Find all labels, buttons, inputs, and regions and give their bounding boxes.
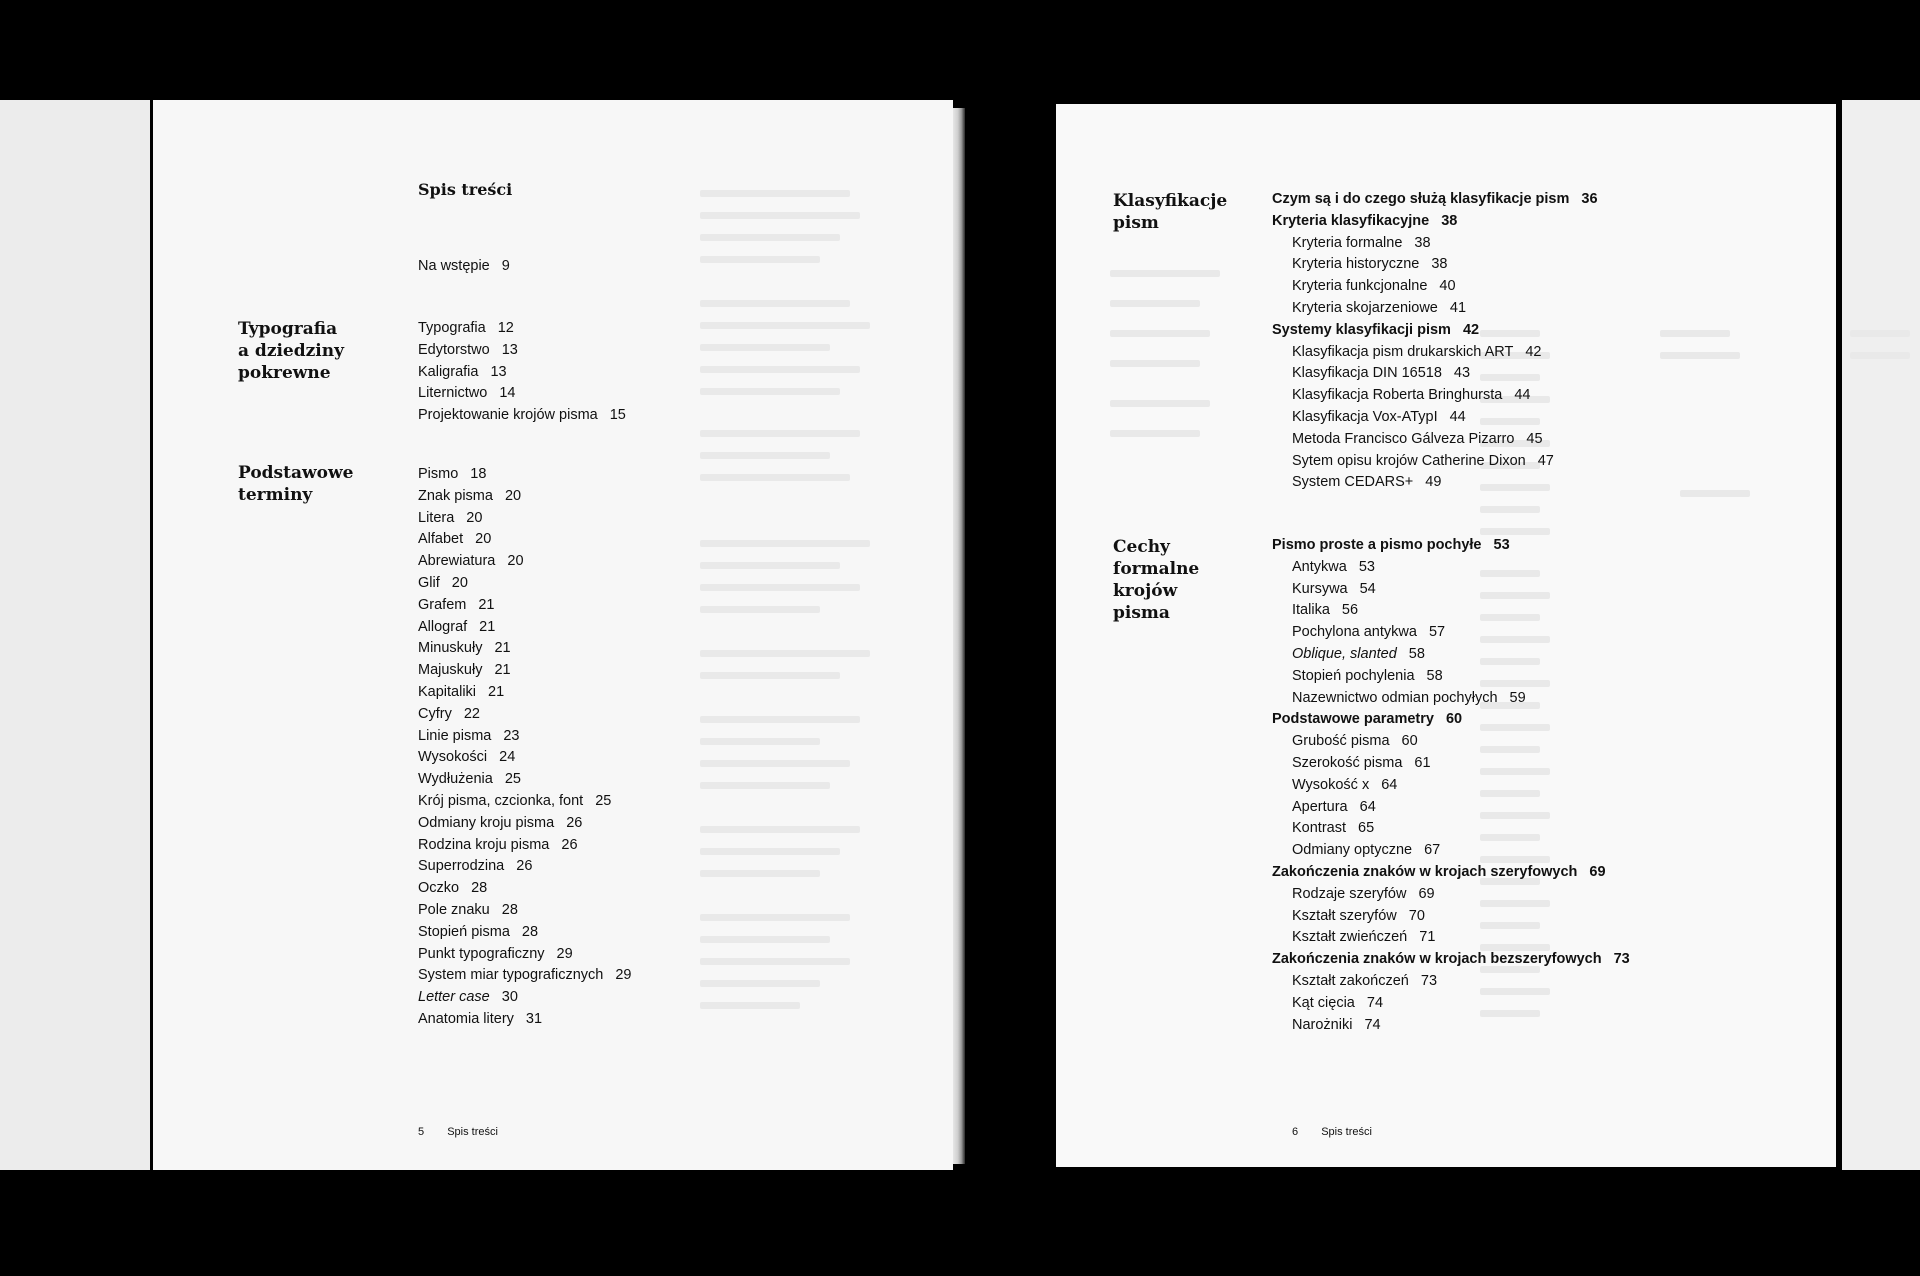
show-through-line — [1480, 506, 1540, 513]
entry-page: 38 — [1431, 256, 1448, 273]
toc-entry[interactable] — [1272, 451, 1598, 473]
entry-page: 73 — [1420, 972, 1438, 989]
toc-entry[interactable] — [418, 660, 631, 682]
entry-label: Kaligrafia — [418, 363, 479, 380]
book-spine-gutter — [953, 108, 965, 1164]
toc-entry[interactable] — [418, 856, 631, 878]
toc-entry[interactable] — [1272, 666, 1630, 688]
page-number: 6 — [1292, 1126, 1299, 1138]
entry-page: 73 — [1613, 951, 1630, 968]
entry-page: 49 — [1425, 474, 1442, 491]
toc-entry[interactable] — [1272, 429, 1598, 451]
toc-entry[interactable] — [1272, 709, 1630, 731]
entry-label: Pole znaku — [418, 901, 490, 918]
toc-entry[interactable] — [418, 362, 626, 384]
show-through-line — [700, 936, 830, 943]
entry-label: Liternictwo — [418, 385, 488, 402]
toc-entry[interactable] — [418, 747, 631, 769]
show-through-line — [700, 958, 850, 965]
entry-page: 56 — [1341, 602, 1359, 619]
toc-list-typografia — [418, 318, 626, 427]
entry-page: 20 — [451, 574, 468, 591]
toc-entry[interactable] — [1272, 342, 1598, 364]
entry-page: 29 — [556, 945, 573, 962]
entry-page: 13 — [501, 341, 518, 358]
entry-page: 25 — [595, 792, 612, 809]
entry-label: Kursywa — [1292, 580, 1348, 597]
entry-page: 21 — [488, 683, 505, 700]
next-page-edge — [1842, 100, 1920, 1170]
toc-entry[interactable] — [1272, 189, 1598, 211]
entry-page: 28 — [501, 901, 518, 918]
entry-page: 22 — [463, 705, 480, 722]
entry-page: 74 — [1364, 1016, 1381, 1033]
entry-label: Oblique, slanted — [1292, 645, 1397, 662]
entry-page: 26 — [561, 836, 578, 853]
entry-page: 21 — [479, 618, 496, 635]
entry-label: Pismo — [418, 466, 459, 482]
entry-page: 20 — [504, 487, 522, 504]
entry-page: 38 — [1414, 234, 1431, 251]
toc-title: Spis treści — [418, 180, 513, 199]
entry-page: 58 — [1426, 667, 1443, 684]
show-through-line — [1110, 430, 1200, 437]
entry-page: 67 — [1424, 842, 1441, 859]
toc-entry[interactable] — [418, 726, 631, 748]
entry-label: Metoda Francisco Gálveza Pizarro — [1292, 430, 1515, 447]
show-through-line — [1660, 330, 1730, 337]
entry-page: 29 — [615, 967, 632, 984]
show-through-line — [700, 980, 820, 987]
entry-label: Stopień pisma — [418, 923, 510, 940]
show-through-line — [700, 716, 860, 723]
toc-entry[interactable] — [418, 486, 631, 508]
entry-page: 47 — [1537, 452, 1554, 469]
entry-page: 30 — [501, 989, 518, 1006]
entry-label: Odmiany kroju pisma — [418, 814, 555, 831]
entry-label: System CEDARS+ — [1292, 474, 1414, 491]
entry-page: 70 — [1408, 907, 1425, 924]
entry-page: 43 — [1453, 365, 1471, 382]
page-footer-left — [418, 1126, 498, 1138]
entry-page: 20 — [475, 531, 492, 548]
toc-entry[interactable] — [418, 769, 631, 791]
entry-label: Typografia — [418, 320, 486, 336]
toc-entry[interactable] — [418, 987, 631, 1009]
show-through-line — [700, 234, 840, 241]
entry-page: 18 — [470, 466, 487, 482]
previous-page-edge — [0, 100, 150, 1170]
toc-entry[interactable] — [1272, 233, 1598, 255]
entry-label: Klasyfikacja Roberta Bringhursta — [1292, 387, 1503, 404]
entry-label: Klasyfikacja Vox-ATypI — [1292, 408, 1438, 425]
entry-label: Krój pisma, czcionka, font — [418, 792, 584, 809]
show-through-line — [700, 738, 820, 745]
show-through-line — [700, 826, 860, 833]
entry-page: 44 — [1514, 387, 1531, 404]
toc-entry[interactable] — [1272, 579, 1630, 601]
toc-entry[interactable] — [1272, 688, 1630, 710]
entry-label: Nazewnictwo odmian pochyłych — [1292, 689, 1498, 706]
toc-entry[interactable] — [418, 704, 631, 726]
toc-entry[interactable] — [418, 965, 631, 987]
entry-page: 20 — [507, 553, 524, 570]
show-through-line — [700, 344, 830, 351]
entry-page: 23 — [503, 727, 520, 744]
toc-entry[interactable] — [1272, 254, 1598, 276]
toc-entry[interactable] — [418, 1009, 631, 1031]
show-through-line — [700, 452, 830, 459]
entry-page: 54 — [1359, 580, 1376, 597]
toc-entry[interactable] — [418, 551, 631, 573]
section-heading-klasyfikacje: Klasyfikacje pism — [1113, 191, 1228, 233]
entry-label: Wysokość x — [1292, 776, 1370, 793]
entry-label: Italika — [1292, 602, 1330, 619]
entry-label: Grubość pisma — [1292, 733, 1390, 750]
toc-list-cechy-formalne — [1272, 535, 1630, 1036]
toc-entry[interactable] — [1272, 644, 1630, 666]
entry-label: Podstawowe parametry — [1272, 711, 1434, 728]
entry-page: 64 — [1359, 798, 1376, 815]
entry-label: Kryteria klasyfikacyjne — [1272, 212, 1430, 229]
show-through-line — [1110, 400, 1210, 407]
entry-page: 71 — [1419, 929, 1436, 946]
entry-label: Letter case — [418, 989, 490, 1006]
entry-page: 41 — [1449, 299, 1467, 316]
entry-page: 45 — [1526, 430, 1543, 447]
toc-entry[interactable] — [1272, 775, 1630, 797]
entry-page: 24 — [499, 749, 516, 766]
show-through-line — [700, 584, 860, 591]
show-through-line — [700, 430, 860, 437]
toc-entry[interactable] — [418, 878, 631, 900]
page-footer-right — [1292, 1126, 1372, 1138]
show-through-line — [700, 322, 870, 329]
entry-page: 42 — [1525, 343, 1542, 360]
entry-label: Kryteria funkcjonalne — [1292, 278, 1428, 295]
entry-label: Edytorstwo — [418, 341, 490, 358]
show-through-line — [700, 256, 820, 263]
entry-label: Kryteria formalne — [1292, 234, 1403, 251]
toc-entry[interactable] — [1272, 971, 1630, 993]
entry-label: Rodzina kroju pisma — [418, 836, 550, 853]
show-through-line — [700, 474, 850, 481]
entry-page: 57 — [1428, 624, 1446, 641]
section-heading-typografia: Typografia a dziedziny pokrewne — [238, 319, 344, 383]
show-through-line — [1110, 300, 1200, 307]
toc-entry[interactable] — [418, 835, 631, 857]
show-through-line — [700, 540, 870, 547]
entry-label: Narożniki — [1292, 1016, 1353, 1033]
show-through-line — [700, 300, 850, 307]
entry-label: Glif — [418, 574, 440, 591]
show-through-line — [700, 914, 850, 921]
toc-entry[interactable] — [1272, 1015, 1630, 1037]
toc-entry[interactable] — [1272, 211, 1598, 233]
entry-label: Cyfry — [418, 705, 452, 722]
entry-label: Kontrast — [1292, 820, 1346, 837]
entry-label: Kąt cięcia — [1292, 994, 1355, 1011]
entry-label: Apertura — [1292, 798, 1348, 815]
entry-page: 36 — [1581, 191, 1598, 207]
entry-page: 20 — [466, 509, 483, 526]
entry-page: 26 — [516, 858, 533, 875]
toc-entry[interactable] — [1272, 797, 1630, 819]
entry-page: 74 — [1366, 994, 1384, 1011]
toc-entry[interactable] — [418, 617, 631, 639]
entry-label: Sytem opisu krojów Catherine Dixon — [1292, 452, 1526, 469]
entry-label: Pismo proste a pismo pochyłe — [1272, 537, 1482, 553]
entry-label: Systemy klasyfikacji pism — [1272, 321, 1451, 338]
toc-entry[interactable] — [1272, 753, 1630, 775]
toc-entry[interactable] — [1272, 276, 1598, 298]
entry-label: Wydłużenia — [418, 771, 493, 788]
toc-entry[interactable] — [1272, 557, 1630, 579]
toc-entry[interactable] — [1272, 927, 1630, 949]
toc-entry[interactable] — [418, 682, 631, 704]
show-through-line — [700, 190, 850, 197]
entry-page: 69 — [1589, 863, 1606, 880]
show-through-line — [1110, 330, 1210, 337]
entry-page: 58 — [1408, 645, 1425, 662]
show-through-line — [700, 782, 830, 789]
entry-page: 28 — [521, 923, 539, 940]
show-through-line — [700, 848, 840, 855]
entry-page: 42 — [1462, 321, 1480, 338]
toc-entry[interactable] — [418, 922, 631, 944]
toc-entry[interactable] — [418, 464, 631, 486]
toc-entry[interactable] — [1272, 407, 1598, 429]
show-through-line — [700, 562, 840, 569]
entry-page: 61 — [1414, 754, 1431, 771]
entry-label: System miar typograficznych — [418, 967, 604, 984]
toc-entry[interactable] — [1272, 320, 1598, 342]
entry-label: Kryteria historyczne — [1292, 256, 1420, 273]
entry-label: Czym są i do czego służą klasyfikacje pism — [1272, 191, 1570, 207]
toc-list-podstawowe-terminy — [418, 464, 631, 1031]
toc-entry[interactable] — [418, 529, 631, 551]
entry-page: 60 — [1445, 711, 1463, 728]
toc-entry[interactable] — [1272, 622, 1630, 644]
section-heading-cechy-formalne: Cechy formalne krojów pisma — [1113, 537, 1200, 623]
entry-label: Kształt zakończeń — [1292, 972, 1409, 989]
toc-entry[interactable] — [418, 573, 631, 595]
entry-label: Superrodzina — [418, 858, 505, 875]
entry-label: Zakończenia znaków w krojach bezszeryfowych — [1272, 951, 1602, 968]
entry-label: Wysokości — [418, 749, 488, 766]
entry-label: Pochylona antykwa — [1292, 624, 1417, 641]
toc-entry[interactable] — [1272, 818, 1630, 840]
toc-entry[interactable] — [1272, 906, 1630, 928]
entry-page: 21 — [494, 640, 511, 657]
toc-entry[interactable] — [418, 405, 626, 427]
show-through-line — [700, 366, 860, 373]
toc-entry[interactable] — [418, 944, 631, 966]
entry-page: 13 — [490, 363, 507, 380]
entry-page: 53 — [1493, 537, 1510, 553]
show-through-line — [700, 672, 840, 679]
entry-label: Linie pisma — [418, 727, 492, 744]
entry-label: Majuskuły — [418, 662, 483, 679]
toc-entry[interactable] — [1272, 472, 1598, 494]
entry-page: 64 — [1381, 776, 1398, 793]
entry-page: 53 — [1358, 558, 1375, 575]
entry-page: 21 — [478, 596, 495, 613]
show-through-line — [1480, 528, 1550, 535]
show-through-line — [1680, 490, 1750, 497]
show-through-line — [700, 388, 840, 395]
entry-page: 40 — [1439, 278, 1456, 295]
show-through-line — [1660, 352, 1740, 359]
toc-entry[interactable] — [418, 813, 631, 835]
toc-entry[interactable] — [418, 900, 631, 922]
toc-entry-intro[interactable] — [418, 256, 510, 278]
entry-label: Klasyfikacja DIN 16518 — [1292, 365, 1442, 382]
toc-entry[interactable] — [418, 638, 631, 660]
page-number: 5 — [418, 1126, 425, 1138]
toc-list-klasyfikacje — [1272, 189, 1598, 494]
show-through-line — [1110, 360, 1200, 367]
toc-entry[interactable] — [418, 318, 626, 340]
entry-label: Znak pisma — [418, 487, 493, 504]
entry-label: Anatomia litery — [418, 1010, 514, 1027]
toc-entry[interactable] — [418, 595, 631, 617]
entry-page: 44 — [1449, 408, 1466, 425]
entry-label: Klasyfikacja pism drukarskich ART — [1292, 343, 1514, 360]
running-footer-label: Spis treści — [1321, 1126, 1372, 1138]
entry-page: 12 — [497, 320, 514, 336]
entry-label: Kapitaliki — [418, 683, 477, 700]
entry-page: 9 — [501, 258, 510, 274]
entry-page: 31 — [525, 1010, 543, 1027]
toc-entry[interactable] — [1272, 385, 1598, 407]
entry-page: 15 — [609, 407, 626, 424]
entry-label: Oczko — [418, 880, 460, 897]
entry-label: Allograf — [418, 618, 468, 635]
show-through-line — [700, 1002, 800, 1009]
toc-entry[interactable] — [1272, 298, 1598, 320]
show-through-line — [1110, 270, 1220, 277]
toc-entry[interactable] — [418, 508, 631, 530]
toc-entry[interactable] — [1272, 731, 1630, 753]
entry-page: 59 — [1509, 689, 1526, 706]
toc-entry[interactable] — [1272, 535, 1630, 557]
entry-label: Kształt zwieńczeń — [1292, 929, 1408, 946]
section-heading-podstawowe-terminy: Podstawowe terminy — [238, 463, 354, 505]
show-through-line — [1850, 330, 1910, 337]
toc-entry[interactable] — [1272, 862, 1630, 884]
entry-label: Projektowanie krojów pisma — [418, 407, 598, 424]
show-through-line — [700, 760, 850, 767]
toc-entry[interactable] — [418, 383, 626, 405]
toc-entry[interactable] — [1272, 949, 1630, 971]
toc-entry[interactable] — [1272, 884, 1630, 906]
entry-page: 65 — [1358, 820, 1375, 837]
entry-page: 69 — [1418, 885, 1435, 902]
entry-label: Kształt szeryfów — [1292, 907, 1397, 924]
entry-label: Antykwa — [1292, 558, 1347, 575]
toc-entry[interactable] — [418, 340, 626, 362]
entry-label: Na wstępie — [418, 258, 490, 274]
show-through-line — [1850, 352, 1910, 359]
entry-page: 38 — [1441, 212, 1458, 229]
show-through-line — [700, 212, 860, 219]
entry-page: 26 — [566, 814, 583, 831]
entry-page: 28 — [471, 880, 488, 897]
toc-entry[interactable] — [1272, 993, 1630, 1015]
entry-label: Alfabet — [418, 531, 464, 548]
entry-label: Zakończenia znaków w krojach szeryfowych — [1272, 863, 1578, 880]
entry-page: 14 — [499, 385, 516, 402]
show-through-line — [700, 606, 820, 613]
entry-page: 21 — [494, 662, 511, 679]
entry-label: Rodzaje szeryfów — [1292, 885, 1407, 902]
entry-label: Punkt typograficzny — [418, 945, 545, 962]
entry-label: Stopień pochylenia — [1292, 667, 1415, 684]
entry-page: 60 — [1401, 733, 1418, 750]
entry-label: Abrewiatura — [418, 553, 496, 570]
toc-entry[interactable] — [1272, 840, 1630, 862]
toc-entry[interactable] — [418, 791, 631, 813]
running-footer-label: Spis treści — [447, 1126, 498, 1138]
entry-label: Odmiany optyczne — [1292, 842, 1413, 859]
show-through-line — [700, 870, 820, 877]
entry-label: Grafem — [418, 596, 467, 613]
entry-label: Szerokość pisma — [1292, 754, 1403, 771]
toc-entry[interactable] — [1272, 600, 1630, 622]
toc-entry[interactable] — [1272, 363, 1598, 385]
entry-label: Litera — [418, 509, 455, 526]
show-through-line — [700, 650, 870, 657]
entry-page: 25 — [504, 771, 521, 788]
entry-label: Kryteria skojarzeniowe — [1292, 299, 1438, 316]
entry-label: Minuskuły — [418, 640, 483, 657]
